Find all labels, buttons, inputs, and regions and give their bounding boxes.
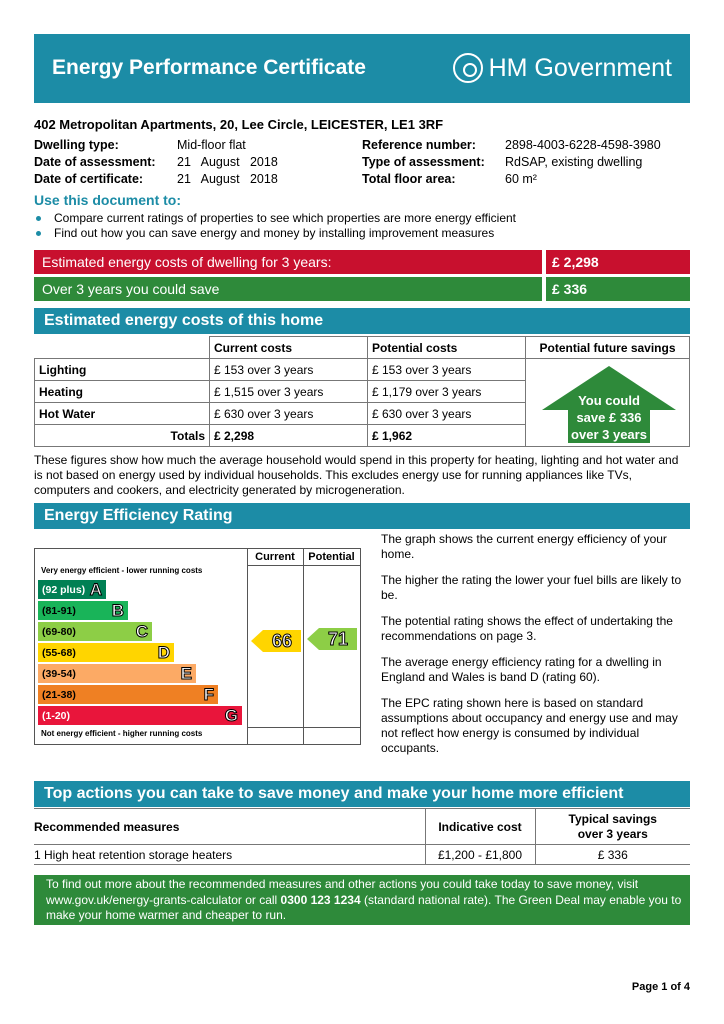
date-assessment-value: 21 August 2018 [177,155,278,169]
rating-text-2: The higher the rating the lower your fuel bills are likely to be. [381,573,682,602]
col-current: Current costs [210,337,368,359]
rating-band-c [38,622,152,641]
col-potential: Potential costs [368,337,526,359]
actions-table [34,808,690,865]
use-item: Compare current ratings of properties to see which properties are more energy efficient [34,211,516,226]
hm-government-logo [453,50,672,86]
col-cost: Indicative cost [425,809,535,845]
date-assessment-label: Date of assessment: [34,155,156,169]
rating-bottom-label: Not energy efficient - higher running costs [41,729,203,738]
totals-row: Totals £ 2,298 £ 1,962 [35,425,690,447]
band-range: (81-91) [42,604,76,617]
table-row: 1 High heat retention storage heaters £1,200 - £1,800 £ 336 [34,845,690,865]
band-letter: G [224,705,238,725]
band-range: (21-38) [42,688,76,701]
savings-arrow-text: You could save £ 336 over 3 years [571,393,647,442]
rating-text-4: The average energy efficiency rating for a dwelling in England and Wales is band D (rating 60). [381,655,662,684]
band-letter: C [135,621,148,641]
current-rating-value: 66 [271,631,293,651]
band-letter: A [89,579,102,599]
table-row: Lighting £ 153 over 3 years £ 153 over 3 years [35,359,690,381]
date-certificate-value: 21 August 2018 [177,172,278,186]
floor-area-label: Total floor area: [362,172,456,186]
rating-band-e [38,664,196,683]
rating-heading: Energy Efficiency Rating [34,503,690,529]
potential-rating-value: 71 [327,629,349,649]
page-number: Page 1 of 4 [631,981,690,993]
use-list [34,211,516,241]
rating-band-d [38,643,174,662]
crest-icon [453,53,483,83]
dwelling-type-value: Mid-floor flat [177,138,246,152]
footer-info: To find out more about the recommended measures and other actions you could take today to save money, visit www.gov.uk/energy-grants-calculator or call 0300 123 1234 (standard national rate). The Green Deal may enable you to make your home warmer and cheaper to run. [34,875,690,925]
save-3-years-label: Over 3 years you could save [34,277,542,301]
use-heading: Use this document to: [34,192,182,208]
actions-heading: Top actions you can take to save money and make your home more efficient [34,781,690,807]
document-title: Energy Performance Certificate [52,56,366,79]
hm-government-text: HM Government [488,53,672,82]
rating-chart [34,548,361,745]
rating-band-g [38,706,242,725]
rating-band-f [38,685,218,704]
band-letter: F [203,684,214,704]
col-savings: Potential future savings [526,337,690,359]
use-item: Find out how you can save energy and money by installing improvement measures [34,226,516,241]
costs-heading: Estimated energy costs of this home [34,308,690,334]
table-row: Hot Water £ 630 over 3 years £ 630 over 3 years [35,403,690,425]
rating-col-potential: Potential [308,551,355,563]
rating-text-1: The graph shows the current energy efficiency of your home. [381,532,667,561]
cost-3-years-label: Estimated energy costs of dwelling for 3 years: [34,250,542,274]
table-row: Heating £ 1,515 over 3 years £ 1,179 over 3 years [35,381,690,403]
band-letter: B [111,600,124,620]
date-certificate-label: Date of certificate: [34,172,144,186]
header-banner [34,34,690,103]
rating-col-current: Current [255,551,295,563]
band-range: (1-20) [42,709,71,722]
property-address: 402 Metropolitan Apartments, 20, Lee Circle, LEICESTER, LE1 3RF [34,117,444,132]
band-range: (92 plus) [42,583,86,596]
rating-top-label: Very energy efficient - lower running costs [41,566,203,575]
rating-text-3: The potential rating shows the effect of undertaking the recommendations on page 3. [381,614,673,643]
col-typical-savings: Typical savings over 3 years [535,809,690,845]
band-range: (69-80) [42,625,76,638]
rating-band-b [38,601,128,620]
save-3-years-value: £ 336 [546,277,690,301]
band-letter: D [157,642,170,662]
floor-area-value: 60 m² [505,172,537,186]
type-assessment-label: Type of assessment: [362,155,485,169]
rating-text-5: The EPC rating shown here is based on standard assumptions about occupancy and energy use and may not reflect how energy is consumed by individual occupants. [381,696,678,755]
reference-label: Reference number: [362,138,476,152]
reference-value: 2898-4003-6228-4598-3980 [505,138,661,152]
col-measures: Recommended measures [34,809,425,845]
band-range: (55-68) [42,646,76,659]
dwelling-type-label: Dwelling type: [34,138,119,152]
band-letter: E [180,663,192,683]
type-assessment-value: RdSAP, existing dwelling [505,155,643,169]
cost-3-years-value: £ 2,298 [546,250,690,274]
costs-note: These figures show how much the average household would spend in this property for heating, lighting and hot water and is not based on energy used by individual households. This excludes energy use for running appliances like TVs, computers and cookers, and electricity generated by microgeneration. [34,453,679,497]
rating-band-a [38,580,106,599]
band-range: (39-54) [42,667,76,680]
